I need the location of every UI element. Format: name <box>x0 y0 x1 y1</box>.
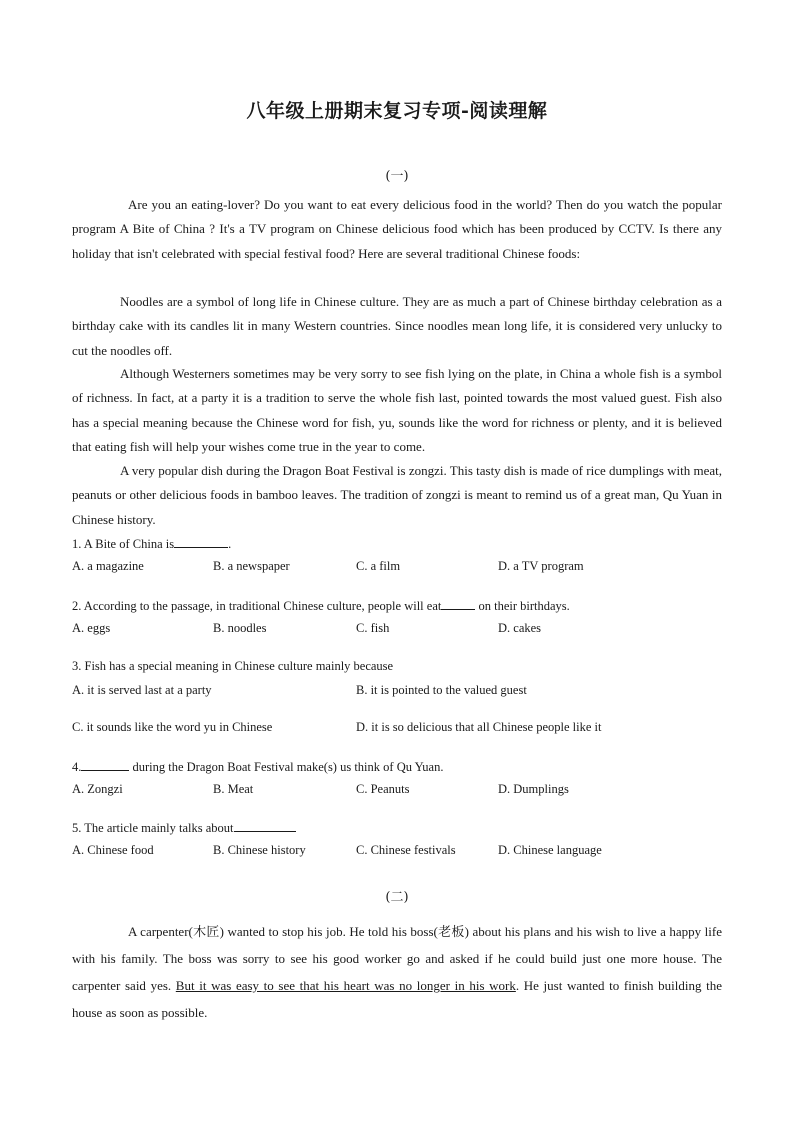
section-1-heading: (一) <box>385 169 409 184</box>
option-d[interactable]: D. cakes <box>498 621 542 635</box>
page-title: 八年级上册期末复习专项-阅读理解 <box>246 100 548 122</box>
question-1: 1. A Bite of China is . <box>72 537 232 551</box>
option-b[interactable]: B. it is pointed to the valued guest <box>356 683 527 697</box>
answer-blank[interactable] <box>174 535 228 548</box>
option-a[interactable]: A. Chinese food <box>72 843 154 857</box>
option-b[interactable]: B. Meat <box>213 782 254 796</box>
answer-blank[interactable] <box>441 597 475 610</box>
option-a[interactable]: A. eggs <box>72 621 111 635</box>
option-c[interactable]: C. Peanuts <box>356 782 410 796</box>
underlined-sentence: But it was easy to see that his heart was no longer in his work <box>175 978 516 993</box>
question-5: 5. The article mainly talks about <box>72 819 722 836</box>
option-d[interactable]: D. Chinese language <box>498 843 602 857</box>
question-2-options <box>72 621 752 639</box>
option-d[interactable]: D. it is so delicious that all Chinese people like it <box>356 720 602 734</box>
passage-1-paragraph-3: Although Westerners sometimes may be very sorry to see fish lying on the plate, in China a whole fish is a symbol of richness. In fact, at a party it is a tradition to serve the whole fish last, pointed towards the most valued guest. Fish also has a special meaning because the Chinese word for fish, yu, sounds like the word for richness or plenty, and it is believed that eating fish will help your wishes come true in the year to come. <box>72 366 722 454</box>
option-d[interactable]: D. Dumplings <box>498 782 569 796</box>
option-b[interactable]: B. a newspaper <box>213 559 290 573</box>
section-2-heading: (二) <box>385 890 409 905</box>
passage-1-paragraph-4: A very popular dish during the Dragon Boat Festival is zongzi. This tasty dish is made of rice dumplings with meat, peanuts or other delicious foods in bamboo leaves. The tradition of zongzi is meant to remind us of a great man, Qu Yuan in Chinese history. <box>72 463 723 527</box>
question-5-options <box>72 843 752 861</box>
question-2: 2. According to the passage, in traditional Chinese culture, people will eat on their birthdays. <box>72 599 570 613</box>
option-c[interactable]: C. a film <box>356 559 401 573</box>
option-a[interactable]: A. it is served last at a party <box>72 683 212 697</box>
question-4-options <box>72 782 752 800</box>
option-a[interactable]: A. a magazine <box>72 559 144 573</box>
option-d[interactable]: D. a TV program <box>498 559 584 573</box>
question-3-options-row-1 <box>72 683 752 701</box>
answer-blank[interactable] <box>234 819 296 832</box>
passage-1-paragraph-2: Noodles are a symbol of long life in Chinese culture. They are as much a part of Chinese birthday celebration as a birthday cake with its candles lit in many Western countries. Since noodles mean long life, it is considered very unlucky to cut the noodles off. <box>72 294 722 358</box>
question-3-options-row-2 <box>72 720 752 738</box>
option-b[interactable]: B. Chinese history <box>213 843 306 857</box>
passage-1-paragraph-1: Are you an eating-lover? Do you want to eat every delicious food in the world? Then do you watch the popular program A Bite of China ? It's a TV program on Chinese delicious food which has been produced by CCTV. Is there any holiday that isn't celebrated with special festival food? Here are several traditional Chinese foods: <box>72 197 722 261</box>
question-4: 4. during the Dragon Boat Festival make(s) us think of Qu Yuan. <box>72 760 444 774</box>
question-3: 3. Fish has a special meaning in Chinese culture mainly because <box>72 659 394 673</box>
question-1-options <box>72 559 752 577</box>
option-c[interactable]: C. Chinese festivals <box>356 843 456 857</box>
option-a[interactable]: A. Zongzi <box>72 782 123 796</box>
option-c[interactable]: C. fish <box>356 621 390 635</box>
answer-blank[interactable] <box>81 758 129 771</box>
passage-2-paragraph-1: A carpenter(木匠) wanted to stop his job. He told his boss(老板) about his plans and his wish to live a happy life with his family. The boss was sorry to see his good worker go and asked if he could build just one more house. The carpenter said yes. But it was easy to see that his heart was no longer in his work. He just wanted to finish building the house as soon as possible. <box>72 924 723 1020</box>
option-b[interactable]: B. noodles <box>213 621 267 635</box>
option-c[interactable]: C. it sounds like the word yu in Chinese <box>72 720 273 734</box>
